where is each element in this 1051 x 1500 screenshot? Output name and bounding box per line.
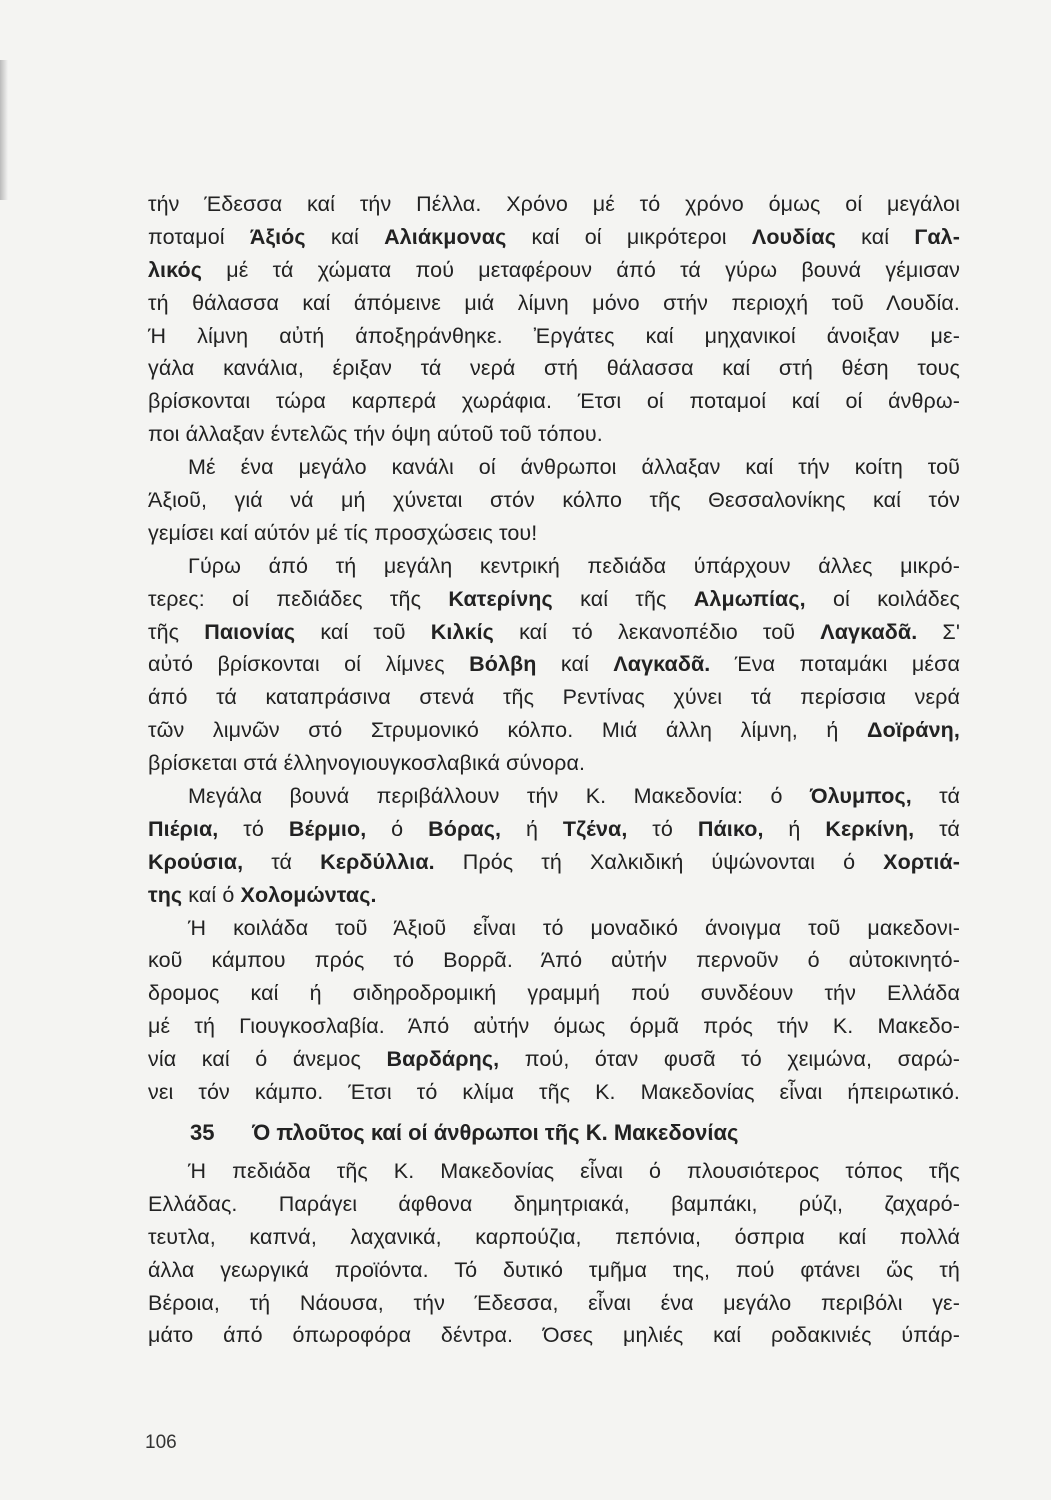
text-run: γεμίσει καί αύτόν μέ τίς προσχώσεις του!: [148, 520, 538, 545]
text-run: βρίσκονται τώρα καρπερά χωράφια. Έτσι οί ποταμοί καί οί άνθρω-: [148, 389, 960, 414]
text-run: καί τοῦ: [295, 619, 431, 644]
text-run: καί: [835, 224, 915, 249]
text-run: μέ τή Γιουγκοσλαβία. Άπό αὐτήν όμως όρμᾶ πρός τήν Κ. Μακεδο-: [148, 1014, 960, 1039]
text-line: [148, 221, 960, 254]
bold-term: Δοϊράνη,: [867, 718, 960, 743]
text-line: [148, 583, 960, 616]
bold-term: Λουδίας: [751, 224, 836, 249]
bold-term: Άξιός: [249, 224, 306, 249]
section-title: Ό πλοῦτος καί οί άνθρωποι τῆς Κ. Μακεδονίας: [252, 1119, 739, 1145]
text-run: Πρός τή Χαλκιδική ύψώνονται ό: [434, 849, 884, 874]
section-heading: [148, 1115, 960, 1151]
text-run: Ή κοιλάδα τοῦ Άξιοῦ εἶναι τό μοναδικό άνοιγμα τοῦ μακεδονι-: [188, 915, 960, 940]
text-line: [148, 879, 960, 912]
bold-term: Κρούσια,: [148, 849, 244, 874]
text-run: τά: [911, 784, 960, 809]
text-run: Άξιοῦ, γιά νά μή χύνεται στόν κόλπο τῆς Θεσσαλονίκης καί τόν: [148, 488, 960, 513]
text-run: τῆς: [148, 619, 205, 644]
section-number: 35: [190, 1119, 215, 1145]
bold-term: Βόρας,: [428, 816, 502, 841]
text-block: [148, 188, 960, 1352]
text-run: μάτο άπό όπωροφόρα δέντρα. Όσες μηλιές καί ροδακινιές ύπάρ-: [148, 1323, 960, 1348]
text-line: [148, 352, 960, 385]
text-line: [148, 517, 960, 550]
text-line: [148, 418, 960, 451]
text-line: [148, 681, 960, 714]
bold-term: Βόλβη: [469, 652, 537, 677]
bold-term: Αλμωπίας,: [693, 586, 806, 611]
text-run: Ελλάδας. Παράγει άφθονα δημητριακά, βαμπάκι, ρύζι, ζαχαρό-: [148, 1191, 960, 1216]
bold-term: Λαγκαδᾶ.: [613, 652, 711, 677]
bold-term: Αλιάκμονας: [384, 224, 507, 249]
bold-term: Τζένα,: [562, 816, 628, 841]
text-run: τά: [243, 849, 321, 874]
text-run: Ένα ποταμάκι μέσα: [710, 652, 960, 677]
text-line: [148, 1254, 960, 1287]
bold-term: της: [148, 882, 183, 907]
text-line: [148, 977, 960, 1010]
bold-term: Παιονίας: [204, 619, 296, 644]
text-run: καί οί μικρότεροι: [506, 224, 752, 249]
text-line: [148, 550, 960, 583]
text-line: [148, 1287, 960, 1320]
body-text-section-1: [148, 188, 960, 1109]
text-line: [148, 616, 960, 649]
bold-term: Κατερίνης: [448, 586, 553, 611]
text-run: τό: [627, 816, 698, 841]
text-run: τῶν λιμνῶν στό Στρυμονικό κόλπο. Μιά άλλη λίμνη, ή: [148, 718, 868, 743]
text-line: [148, 1221, 960, 1254]
text-run: τό: [218, 816, 289, 841]
text-run: καί: [536, 652, 614, 677]
text-line: [148, 1188, 960, 1221]
text-run: Βέροια, τή Νάουσα, τήν Έδεσσα, εἶναι ένα μεγάλο περιβόλι γε-: [148, 1290, 960, 1315]
text-line: [148, 780, 960, 813]
body-text-section-2: [148, 1155, 960, 1352]
bold-term: Όλυμπος,: [809, 784, 912, 809]
text-run: γάλα κανάλια, έριξαν τά νερά στή θάλασσα καί στή θέση τους: [148, 356, 960, 381]
text-line: [148, 648, 960, 681]
text-run: Ή πεδιάδα τῆς Κ. Μακεδονίας εἶναι ό πλουσιότερος τόπος τῆς: [188, 1158, 960, 1183]
text-run: Ή λίμνη αὐτή άποξηράνθηκε. Ἐργάτες καί μηχανικοί άνοιξαν με-: [148, 323, 960, 348]
text-run: τευτλα, καπνά, λαχανικά, καρπούζια, πεπόνια, όσπρια καί πολλά: [148, 1224, 960, 1249]
text-line: [148, 254, 960, 287]
text-line: [148, 385, 960, 418]
text-run: κοῦ κάμπου πρός τό Βορρᾶ. Άπό αὐτήν περνοῦν ό αὐτοκινητό-: [148, 948, 960, 973]
text-line: [148, 747, 960, 780]
text-line: [148, 1043, 960, 1076]
text-run: καί τῆς: [552, 586, 694, 611]
text-run: τερες: οί πεδιάδες τῆς: [148, 586, 449, 611]
text-run: τά: [914, 816, 960, 841]
text-run: ό: [366, 816, 429, 841]
text-run: μέ τά χώματα πού μεταφέρουν άπό τά γύρω βουνά γέμισαν: [202, 257, 960, 282]
text-run: δρομος καί ή σιδηροδρομική γραμμή πού συνδέουν τήν Ελλάδα: [148, 981, 960, 1006]
text-line: [148, 846, 960, 879]
text-line: [148, 188, 960, 221]
text-line: [148, 484, 960, 517]
bold-term: Κερδύλλια.: [320, 849, 435, 874]
bold-term: Χολομώντας.: [240, 882, 377, 907]
text-run: Μέ ένα μεγάλο κανάλι οί άνθρωποι άλλαξαν καί τήν κοίτη τοῦ: [188, 455, 960, 480]
bold-term: Χορτιά-: [883, 849, 960, 874]
bold-term: Πιέρια,: [148, 816, 219, 841]
page-number: 106: [145, 1432, 177, 1453]
text-line: [148, 1010, 960, 1043]
bold-term: Βέρμιο,: [288, 816, 367, 841]
bold-term: Κερκίνη,: [825, 816, 915, 841]
text-run: τήν Έδεσσα καί τήν Πέλλα. Χρόνο μέ τό χρόνο όμως οί μεγάλοι: [148, 192, 960, 216]
text-run: Μεγάλα βουνά περιβάλλουν τήν Κ. Μακεδονία: ό: [188, 784, 810, 809]
text-run: ποταμοί: [148, 224, 250, 249]
text-line: [148, 451, 960, 484]
text-run: αὐτό βρίσκονται οί λίμνες: [148, 652, 470, 677]
text-run: καί τό λεκανοπέδιο τοῦ: [493, 619, 821, 644]
text-run: τή θάλασσα καί άπόμεινε μιά λίμνη μόνο στήν περιοχή τοῦ Λουδία.: [148, 290, 960, 315]
bold-term: Λαγκαδᾶ.: [820, 619, 918, 644]
text-line: [148, 320, 960, 353]
text-run: οί κοιλάδες: [805, 586, 961, 611]
bold-term: Γαλ-: [914, 224, 961, 249]
text-run: καί ό: [182, 882, 241, 907]
text-run: νει τόν κάμπο. Έτσι τό κλίμα τῆς Κ. Μακεδονίας εἶναι ήπειρωτικό.: [148, 1080, 960, 1105]
text-run: ή: [501, 816, 563, 841]
text-line: [148, 1076, 960, 1109]
text-run: ποι άλλαξαν έντελῶς τήν όψη αύτοῦ τοῦ τόπου.: [148, 422, 603, 447]
text-run: πού, όταν φυσᾶ τό χειμώνα, σαρώ-: [499, 1047, 960, 1072]
text-line: [148, 1319, 960, 1352]
bold-term: Κιλκίς: [430, 619, 494, 644]
text-line: [148, 944, 960, 977]
text-line: [148, 813, 960, 846]
text-line: [148, 912, 960, 945]
text-run: ή: [763, 816, 826, 841]
bold-term: λικός: [148, 257, 203, 282]
text-run: Γύρω άπό τή μεγάλη κεντρική πεδιάδα ύπάρχουν άλλες μικρό-: [188, 553, 960, 578]
text-run: άπό τά καταπράσινα στενά τῆς Ρεντίνας χύνει τά περίσσια νερά: [148, 685, 960, 710]
text-run: νία καί ό άνεμος: [148, 1047, 387, 1072]
text-run: βρίσκεται στά έλληνογιουγκοσλαβικά σύνορα.: [148, 751, 586, 776]
text-run: άλλα γεωργικά προϊόντα. Τό δυτικό τμῆμα της, πού φτάνει ὥς τή: [148, 1257, 960, 1282]
text-line: [148, 1155, 960, 1188]
text-run: Σ': [917, 619, 961, 644]
scan-margin-shadow: [0, 60, 8, 200]
bold-term: Πάικο,: [697, 816, 764, 841]
text-line: [148, 287, 960, 320]
text-run: καί: [305, 224, 385, 249]
text-line: [148, 714, 960, 747]
bold-term: Βαρδάρης,: [386, 1047, 500, 1072]
